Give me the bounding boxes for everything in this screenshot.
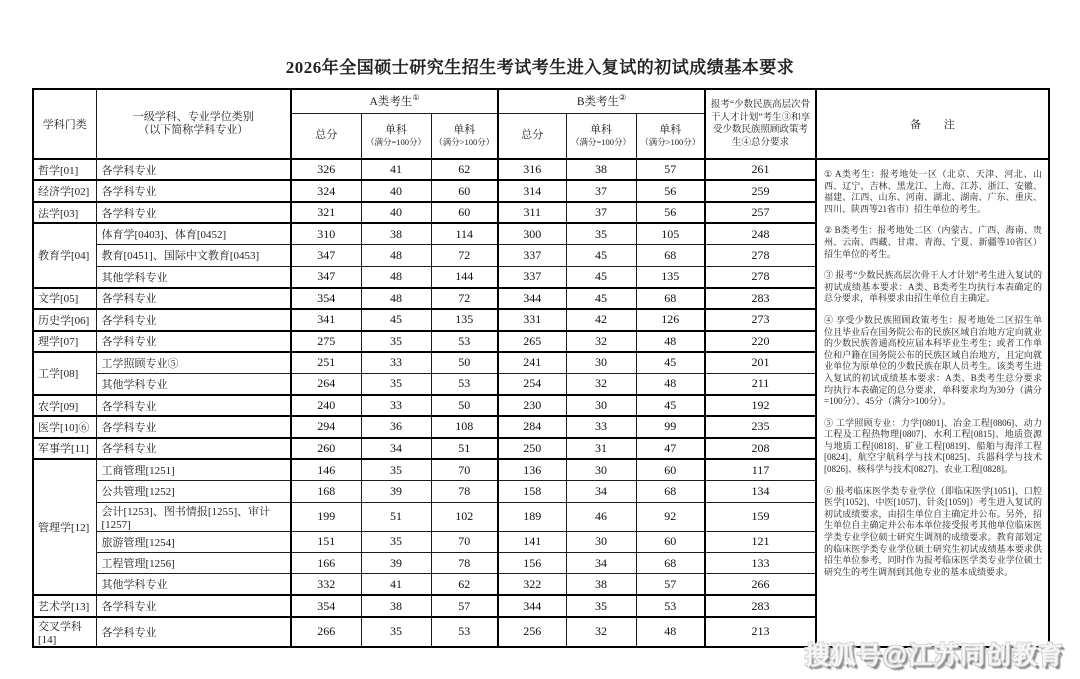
score-cell: 33 bbox=[361, 352, 431, 373]
score-cell: 166 bbox=[291, 552, 361, 573]
score-cell: 248 bbox=[705, 223, 816, 244]
score-cell: 60 bbox=[636, 459, 705, 480]
score-cell: 117 bbox=[705, 459, 816, 480]
remark-note: ⑥ 报考临床医学类专业学位（即临床医学[1051]、口腔医学[1052]、中医[1057]、针灸[1059]）考生进入复试的初试成绩要求，由招生单位自主确定并公布。另外，招生单位自主确定并公布本单位接受报考其他单位临床医学类专业学位硕士研究生调剂的成绩要求。教育部划定的临床医学类专业学位硕士研究生初试成绩基本要求供招生单位参考，同时作为报考临床医学类专业学位硕士研究生的考生调剂到其他专业的基本成绩要求。 bbox=[824, 485, 1043, 577]
remark-note: ① A类考生：报考地处一区（北京、天津、河北、山西、辽宁、吉林、黑龙江、上海、江苏、浙江、安徽、福建、江西、山东、河南、湖北、湖南、广东、重庆、四川、陕西等21省市）招生单位的考生。 bbox=[824, 169, 1043, 214]
score-cell: 102 bbox=[431, 502, 498, 531]
score-cell: 47 bbox=[636, 438, 705, 459]
score-cell: 57 bbox=[431, 595, 498, 616]
major-cell: 工学照顾专业⑤ bbox=[96, 352, 291, 373]
score-cell: 45 bbox=[361, 309, 431, 330]
score-cell: 199 bbox=[291, 502, 361, 531]
score-cell: 35 bbox=[361, 331, 431, 352]
score-cell: 40 bbox=[361, 180, 431, 201]
score-cell: 260 bbox=[291, 438, 361, 459]
score-cell: 213 bbox=[705, 617, 816, 647]
score-cell: 48 bbox=[636, 373, 705, 394]
score-cell: 324 bbox=[291, 180, 361, 201]
score-cell: 192 bbox=[705, 395, 816, 416]
category-cell: 历史学[06] bbox=[33, 309, 96, 330]
score-table bbox=[32, 88, 1050, 648]
score-cell: 33 bbox=[361, 395, 431, 416]
score-cell: 332 bbox=[291, 574, 361, 595]
score-cell: 30 bbox=[566, 352, 636, 373]
score-cell: 344 bbox=[498, 595, 566, 616]
score-cell: 151 bbox=[291, 531, 361, 552]
score-cell: 136 bbox=[498, 459, 566, 480]
score-cell: 68 bbox=[636, 245, 705, 266]
score-cell: 256 bbox=[498, 617, 566, 647]
remarks-cell bbox=[816, 159, 1049, 647]
score-cell: 40 bbox=[361, 202, 431, 223]
score-cell: 45 bbox=[636, 352, 705, 373]
score-cell: 208 bbox=[705, 438, 816, 459]
header-discipline bbox=[96, 89, 291, 159]
remark-note: ③ 报考“少数民族高层次骨干人才计划”考生进入复试的初试成绩基本要求：A类、B类考生均执行本表确定的总分要求，单科要求由招生单位自主确定。 bbox=[824, 270, 1043, 304]
score-cell: 311 bbox=[498, 202, 566, 223]
major-cell: 各学科专业 bbox=[96, 309, 291, 330]
header-a-single-gt100: 单科 （满分>100分） bbox=[431, 113, 498, 159]
score-cell: 41 bbox=[361, 159, 431, 180]
score-cell: 46 bbox=[566, 502, 636, 531]
score-cell: 68 bbox=[636, 552, 705, 573]
score-cell: 241 bbox=[498, 352, 566, 373]
score-cell: 60 bbox=[636, 531, 705, 552]
score-cell: 35 bbox=[566, 595, 636, 616]
page-title: 2026年全国硕士研究生招生考试考生进入复试的初试成绩基本要求 bbox=[285, 58, 795, 77]
score-cell: 259 bbox=[705, 180, 816, 201]
score-cell: 257 bbox=[705, 202, 816, 223]
score-cell: 278 bbox=[705, 245, 816, 266]
score-cell: 50 bbox=[431, 352, 498, 373]
major-cell: 旅游管理[1254] bbox=[96, 531, 291, 552]
score-cell: 146 bbox=[291, 459, 361, 480]
category-cell: 文学[05] bbox=[33, 288, 96, 309]
score-cell: 331 bbox=[498, 309, 566, 330]
score-cell: 32 bbox=[566, 331, 636, 352]
score-cell: 114 bbox=[431, 223, 498, 244]
header-group-b: B类考生② bbox=[498, 89, 705, 113]
category-cell: 工学[08] bbox=[33, 352, 96, 395]
score-cell: 99 bbox=[636, 416, 705, 437]
score-cell: 347 bbox=[291, 245, 361, 266]
score-cell: 38 bbox=[566, 159, 636, 180]
score-cell: 354 bbox=[291, 595, 361, 616]
score-cell: 310 bbox=[291, 223, 361, 244]
header-remarks: 备 注 bbox=[816, 89, 1049, 159]
major-cell: 体育学[0403]、体育[0452] bbox=[96, 223, 291, 244]
score-cell: 42 bbox=[566, 309, 636, 330]
score-cell: 34 bbox=[566, 481, 636, 502]
score-cell: 220 bbox=[705, 331, 816, 352]
score-cell: 283 bbox=[705, 288, 816, 309]
header-b-single-eq100: 单科 （满分=100分） bbox=[566, 113, 636, 159]
score-cell: 72 bbox=[431, 245, 498, 266]
score-cell: 250 bbox=[498, 438, 566, 459]
major-cell: 各学科专业 bbox=[96, 202, 291, 223]
header-group-a: A类考生① bbox=[291, 89, 498, 113]
score-cell: 51 bbox=[431, 438, 498, 459]
score-cell: 283 bbox=[705, 595, 816, 616]
score-cell: 45 bbox=[566, 266, 636, 287]
score-cell: 266 bbox=[291, 617, 361, 647]
score-cell: 266 bbox=[705, 574, 816, 595]
score-cell: 34 bbox=[361, 438, 431, 459]
major-cell: 工程管理[1256] bbox=[96, 552, 291, 573]
category-cell: 哲学[01] bbox=[33, 159, 96, 180]
score-cell: 264 bbox=[291, 373, 361, 394]
score-cell: 30 bbox=[566, 531, 636, 552]
score-cell: 39 bbox=[361, 552, 431, 573]
score-cell: 37 bbox=[566, 180, 636, 201]
score-cell: 48 bbox=[361, 245, 431, 266]
score-cell: 70 bbox=[431, 459, 498, 480]
score-cell: 50 bbox=[431, 395, 498, 416]
category-cell: 艺术学[13] bbox=[33, 595, 96, 616]
score-cell: 235 bbox=[705, 416, 816, 437]
score-cell: 68 bbox=[636, 481, 705, 502]
major-cell: 各学科专业 bbox=[96, 180, 291, 201]
score-cell: 62 bbox=[431, 574, 498, 595]
score-cell: 30 bbox=[566, 395, 636, 416]
major-cell: 各学科专业 bbox=[96, 331, 291, 352]
score-cell: 344 bbox=[498, 288, 566, 309]
major-cell: 会计[1253]、图书情报[1255]、审计[1257] bbox=[96, 502, 291, 531]
table-row bbox=[33, 159, 1049, 180]
score-cell: 321 bbox=[291, 202, 361, 223]
score-cell: 133 bbox=[705, 552, 816, 573]
score-cell: 316 bbox=[498, 159, 566, 180]
score-cell: 347 bbox=[291, 266, 361, 287]
score-cell: 56 bbox=[636, 202, 705, 223]
score-cell: 278 bbox=[705, 266, 816, 287]
score-cell: 37 bbox=[566, 202, 636, 223]
score-cell: 201 bbox=[705, 352, 816, 373]
score-cell: 135 bbox=[431, 309, 498, 330]
major-cell: 各学科专业 bbox=[96, 288, 291, 309]
score-cell: 230 bbox=[498, 395, 566, 416]
major-cell: 各学科专业 bbox=[96, 159, 291, 180]
score-cell: 53 bbox=[636, 595, 705, 616]
category-cell: 农学[09] bbox=[33, 395, 96, 416]
remark-note: ④ 享受少数民族照顾政策考生：报考地处二区招生单位且毕业后在国务院公布的民族区域自治地方定向就业的少数民族普通高校应届本科毕业生考生；或者工作单位和户籍在国务院公布的民族区域自治地方，且定向就业单位为原单位的少数民族在职人员考生。该类考生进入复试的初试成绩基本要求：A类、B类考生总分要求均执行本表确定的总分要求，单科要求均为30分（满分=100分）、45分（满分>100分）。 bbox=[824, 314, 1043, 407]
score-cell: 36 bbox=[361, 416, 431, 437]
score-table-container bbox=[32, 88, 1050, 648]
category-cell: 法学[03] bbox=[33, 202, 96, 223]
score-cell: 322 bbox=[498, 574, 566, 595]
score-cell: 284 bbox=[498, 416, 566, 437]
score-cell: 62 bbox=[431, 159, 498, 180]
score-cell: 265 bbox=[498, 331, 566, 352]
score-cell: 53 bbox=[431, 331, 498, 352]
header-minority-plan: 报考“少数民族高层次骨干人才计划”考生③和享受少数民族照顾政策考生④总分要求 bbox=[705, 89, 816, 159]
score-cell: 254 bbox=[498, 373, 566, 394]
category-cell: 军事学[11] bbox=[33, 438, 96, 459]
score-cell: 30 bbox=[566, 459, 636, 480]
score-cell: 251 bbox=[291, 352, 361, 373]
score-cell: 53 bbox=[431, 617, 498, 647]
score-cell: 35 bbox=[566, 223, 636, 244]
category-cell: 教育学[04] bbox=[33, 223, 96, 287]
score-cell: 53 bbox=[431, 373, 498, 394]
score-cell: 48 bbox=[636, 331, 705, 352]
score-cell: 141 bbox=[498, 531, 566, 552]
score-cell: 273 bbox=[705, 309, 816, 330]
score-cell: 39 bbox=[361, 481, 431, 502]
header-b-single-gt100: 单科 （满分>100分） bbox=[636, 113, 705, 159]
score-cell: 337 bbox=[498, 245, 566, 266]
category-cell: 医学[10]⑥ bbox=[33, 416, 96, 437]
major-cell: 公共管理[1252] bbox=[96, 481, 291, 502]
score-cell: 300 bbox=[498, 223, 566, 244]
score-cell: 34 bbox=[566, 552, 636, 573]
score-cell: 35 bbox=[361, 459, 431, 480]
major-cell: 各学科专业 bbox=[96, 595, 291, 616]
watermark: 搜狐号@江苏同创教育 bbox=[804, 642, 1064, 670]
score-cell: 108 bbox=[431, 416, 498, 437]
major-cell: 各学科专业 bbox=[96, 395, 291, 416]
score-cell: 60 bbox=[431, 202, 498, 223]
score-cell: 105 bbox=[636, 223, 705, 244]
header-discipline-line2: （以下简称学科专业） bbox=[138, 124, 249, 136]
major-cell: 教育[0451]、国际中文教育[0453] bbox=[96, 245, 291, 266]
category-cell: 交叉学科[14] bbox=[33, 617, 96, 647]
category-cell: 理学[07] bbox=[33, 331, 96, 352]
header-discipline-line1: 一级学科、专业学位类别 bbox=[132, 111, 254, 123]
score-cell: 121 bbox=[705, 531, 816, 552]
score-cell: 341 bbox=[291, 309, 361, 330]
major-cell: 其他学科专业 bbox=[96, 574, 291, 595]
score-cell: 211 bbox=[705, 373, 816, 394]
score-table-body bbox=[33, 159, 1049, 647]
score-cell: 48 bbox=[361, 266, 431, 287]
score-cell: 68 bbox=[636, 288, 705, 309]
score-cell: 45 bbox=[636, 395, 705, 416]
score-cell: 240 bbox=[291, 395, 361, 416]
score-cell: 135 bbox=[636, 266, 705, 287]
score-cell: 261 bbox=[705, 159, 816, 180]
header-subject-category: 学科门类 bbox=[33, 89, 96, 159]
score-cell: 32 bbox=[566, 373, 636, 394]
score-cell: 32 bbox=[566, 617, 636, 647]
score-cell: 41 bbox=[361, 574, 431, 595]
score-cell: 158 bbox=[498, 481, 566, 502]
score-cell: 70 bbox=[431, 531, 498, 552]
header-a-total: 总分 bbox=[291, 113, 361, 159]
score-cell: 134 bbox=[705, 481, 816, 502]
score-cell: 275 bbox=[291, 331, 361, 352]
score-cell: 48 bbox=[361, 288, 431, 309]
score-cell: 144 bbox=[431, 266, 498, 287]
header-b-total: 总分 bbox=[498, 113, 566, 159]
score-cell: 189 bbox=[498, 502, 566, 531]
score-cell: 168 bbox=[291, 481, 361, 502]
score-cell: 35 bbox=[361, 531, 431, 552]
header-a-single-eq100: 单科 （满分=100分） bbox=[361, 113, 431, 159]
score-cell: 314 bbox=[498, 180, 566, 201]
score-cell: 45 bbox=[566, 288, 636, 309]
score-cell: 33 bbox=[566, 416, 636, 437]
score-cell: 337 bbox=[498, 266, 566, 287]
score-cell: 38 bbox=[361, 223, 431, 244]
major-cell: 工商管理[1251] bbox=[96, 459, 291, 480]
group-b-footnote-mark: ② bbox=[619, 93, 627, 103]
major-cell: 其他学科专业 bbox=[96, 266, 291, 287]
score-cell: 78 bbox=[431, 552, 498, 573]
score-cell: 38 bbox=[361, 595, 431, 616]
score-cell: 354 bbox=[291, 288, 361, 309]
score-cell: 57 bbox=[636, 574, 705, 595]
major-cell: 各学科专业 bbox=[96, 617, 291, 647]
score-cell: 92 bbox=[636, 502, 705, 531]
score-cell: 294 bbox=[291, 416, 361, 437]
score-cell: 38 bbox=[566, 574, 636, 595]
score-cell: 35 bbox=[361, 617, 431, 647]
remark-note: ⑤ 工学照顾专业：力学[0801]、冶金工程[0806]、动力工程及工程热物理[0807]、水利工程[0815]、地质资源与地质工程[0818]、矿业工程[0819]、船舶与海洋工程[0824]、航空宇航科学与技术[0825]、兵器科学与技术[0826]、核科学与技术[0827]、农业工程[0828]。 bbox=[824, 417, 1043, 475]
major-cell: 各学科专业 bbox=[96, 438, 291, 459]
score-cell: 56 bbox=[636, 180, 705, 201]
remark-note: ② B类考生：报考地处二区（内蒙古、广西、海南、贵州、云南、西藏、甘肃、青海、宁夏、新疆等10省区）招生单位的考生。 bbox=[824, 225, 1043, 259]
score-cell: 45 bbox=[566, 245, 636, 266]
score-cell: 159 bbox=[705, 502, 816, 531]
score-cell: 31 bbox=[566, 438, 636, 459]
category-cell: 管理学[12] bbox=[33, 459, 96, 595]
score-cell: 78 bbox=[431, 481, 498, 502]
score-cell: 326 bbox=[291, 159, 361, 180]
group-a-footnote-mark: ① bbox=[412, 93, 420, 103]
score-cell: 156 bbox=[498, 552, 566, 573]
major-cell: 各学科专业 bbox=[96, 416, 291, 437]
score-cell: 57 bbox=[636, 159, 705, 180]
score-cell: 72 bbox=[431, 288, 498, 309]
score-cell: 126 bbox=[636, 309, 705, 330]
major-cell: 其他学科专业 bbox=[96, 373, 291, 394]
score-cell: 48 bbox=[636, 617, 705, 647]
score-cell: 51 bbox=[361, 502, 431, 531]
score-cell: 35 bbox=[361, 373, 431, 394]
category-cell: 经济学[02] bbox=[33, 180, 96, 201]
score-cell: 60 bbox=[431, 180, 498, 201]
